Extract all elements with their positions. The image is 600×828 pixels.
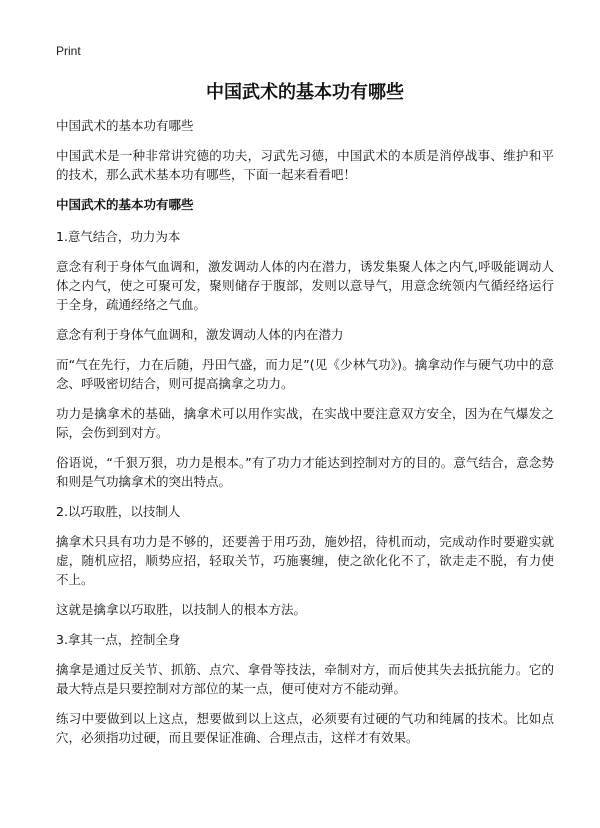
paragraph-body: 意念有利于身体气血调和，激发调动人体的内在潜力，诱发集聚人体之内气,呼吸能调动人体之内气，使之可聚可发，聚则储存于腹部，发则以意导气，用意念统领内气循经络运行于全身，疏通经络之气血。 (56, 259, 554, 312)
paragraph-body: 这就是擒拿以巧取胜，以技制人的根本方法。 (56, 602, 307, 617)
paragraph-body: 俗语说，“千狠万狠，功力是根本。”有了功力才能达到控制对方的目的。意气结合，意念势和则是气功擒拿术的突出特点。 (56, 455, 554, 489)
page-title: 中国武术的基本功有哪些 (206, 82, 404, 103)
paragraph-body: 功力是擒拿术的基础，擒拿术可以用作实战，在实战中要注意双方安全，因为在气爆发之际，会伤到到对方。 (56, 406, 554, 440)
subheading-1: 1.意气结合，功力为本 (56, 229, 181, 244)
subheading-2: 2.以巧取胜，以技制人 (56, 504, 181, 519)
paragraph-body: 而“气在先行，力在后随，丹田气盛，而力足”(见《少林气功》)。擒拿动作与硬气功中的意念、呼吸密切结合，则可提高擒拿之功力。 (56, 357, 554, 391)
print-label[interactable]: Print (56, 44, 81, 58)
paragraph-subtitle: 中国武术的基本功有哪些 (56, 118, 194, 133)
paragraph-body: 练习中要做到以上这点，想要做到以上这点，必须要有过硬的气功和纯属的技术。比如点穴，必须指功过硬，而且要保证准确、合理点击，这样才有效果。 (56, 711, 554, 745)
paragraph-body: 擒拿是通过反关节、抓筋、点穴、拿骨等技法，牵制对方，而后使其失去抵抗能力。它的最大特点是只要控制对方部位的某一点，便可使对方不能动弹。 (56, 662, 554, 696)
section-heading: 中国武术的基本功有哪些 (56, 197, 194, 212)
paragraph-body: 擒拿术只具有功力是不够的，还要善于用巧劲，施妙招，待机而动，完成动作时要避实就虚，随机应招，顺势应招，轻取关节，巧施裹缠，使之欲化化不了，欲走走不脱，有力使不上。 (56, 534, 554, 587)
paragraph-body: 意念有利于身体气血调和，激发调动人体的内在潜力 (56, 327, 344, 342)
paragraph-intro: 中国武术是一种非常讲究德的功夫，习武先习德，中国武术的本质是消停战事、维护和平的技术，那么武术基本功有哪些，下面一起来看看吧！ (56, 148, 554, 182)
subheading-3: 3.拿其一点，控制全身 (56, 632, 181, 647)
